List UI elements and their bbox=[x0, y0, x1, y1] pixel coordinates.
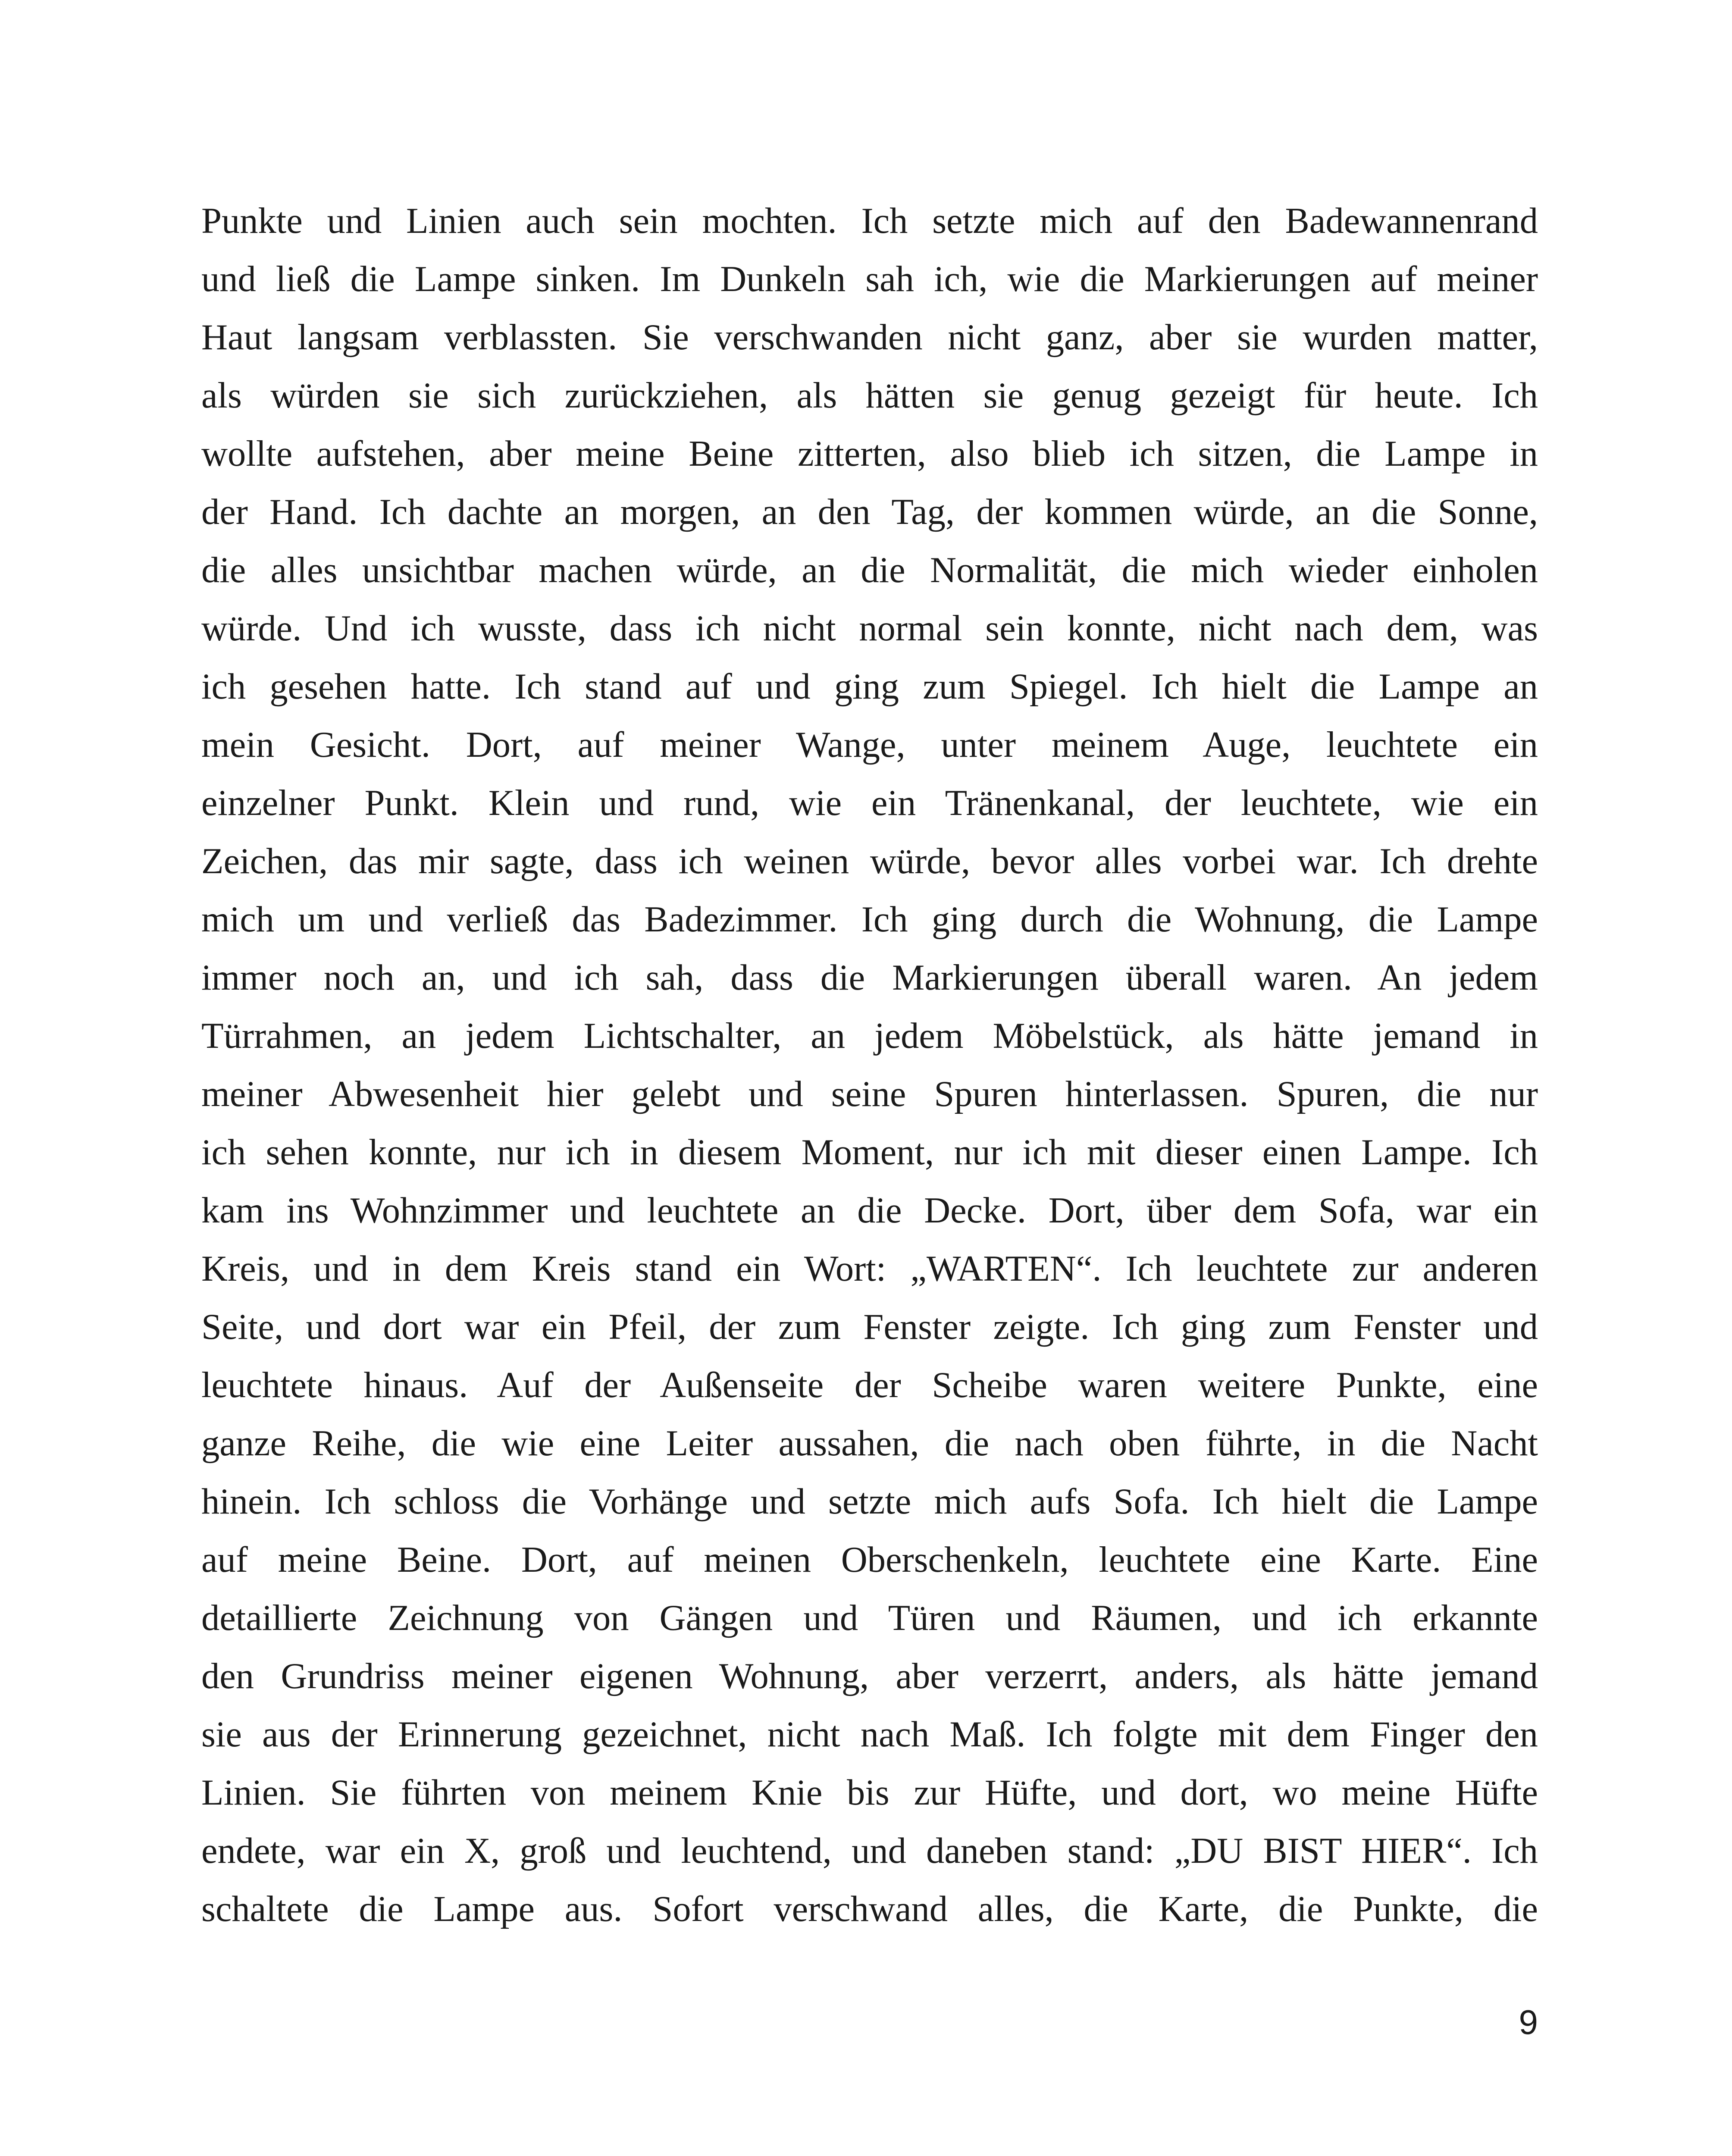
text-line: den Grundriss meiner eigenen Wohnung, aber verzerrt, anders, als hätte jemand bbox=[201, 1656, 1538, 1696]
text-line: Türrahmen, an jedem Lichtschalter, an jedem Möbelstück, als hätte jemand in bbox=[201, 1016, 1538, 1056]
text-line: ich sehen konnte, nur ich in diesem Moment, nur ich mit dieser einen Lampe. Ich bbox=[201, 1132, 1538, 1172]
text-line: meiner Abwesenheit hier gelebt und seine Spuren hinterlassen. Spuren, die nur bbox=[201, 1074, 1538, 1114]
text-line: als würden sie sich zurückziehen, als hätten sie genug gezeigt für heute. Ich bbox=[201, 376, 1538, 416]
text-line: einzelner Punkt. Klein und rund, wie ein Tränenkanal, der leuchtete, wie ein bbox=[201, 783, 1538, 823]
text-line: wollte aufstehen, aber meine Beine zitterten, also blieb ich sitzen, die Lampe in bbox=[201, 434, 1538, 474]
text-line: Punkte und Linien auch sein mochten. Ich setzte mich auf den Badewannenrand bbox=[201, 201, 1538, 241]
text-line: ich gesehen hatte. Ich stand auf und ging zum Spiegel. Ich hielt die Lampe an bbox=[201, 667, 1538, 707]
text-line: die alles unsichtbar machen würde, an die Normalität, die mich wieder einholen bbox=[201, 550, 1538, 590]
text-line: kam ins Wohnzimmer und leuchtete an die Decke. Dort, über dem Sofa, war ein bbox=[201, 1191, 1538, 1231]
text-line: immer noch an, und ich sah, dass die Markierungen überall waren. An jedem bbox=[201, 958, 1538, 998]
text-line: ganze Reihe, die wie eine Leiter aussahen, die nach oben führte, in die Nacht bbox=[201, 1423, 1538, 1463]
text-line: Haut langsam verblassten. Sie verschwanden nicht ganz, aber sie wurden matter, bbox=[201, 317, 1538, 357]
text-line: sie aus der Erinnerung gezeichnet, nicht nach Maß. Ich folgte mit dem Finger den bbox=[201, 1714, 1538, 1755]
text-line: würde. Und ich wusste, dass ich nicht normal sein konnte, nicht nach dem, was bbox=[201, 608, 1538, 649]
text-line: Linien. Sie führten von meinem Knie bis zur Hüfte, und dort, wo meine Hüfte bbox=[201, 1773, 1538, 1813]
text-line: leuchtete hinaus. Auf der Außenseite der Scheibe waren weitere Punkte, eine bbox=[201, 1365, 1538, 1405]
text-line: Seite, und dort war ein Pfeil, der zum Fenster zeigte. Ich ging zum Fenster und bbox=[201, 1307, 1538, 1347]
text-line: hinein. Ich schloss die Vorhänge und setzte mich aufs Sofa. Ich hielt die Lampe bbox=[201, 1482, 1538, 1522]
text-line: schaltete die Lampe aus. Sofort verschwand alles, die Karte, die Punkte, die bbox=[201, 1889, 1538, 1929]
text-line: Zeichen, das mir sagte, dass ich weinen würde, bevor alles vorbei war. Ich drehte bbox=[201, 841, 1538, 881]
body-text bbox=[201, 192, 1538, 1938]
text-line: der Hand. Ich dachte an morgen, an den Tag, der kommen würde, an die Sonne, bbox=[201, 492, 1538, 532]
text-line: endete, war ein X, groß und leuchtend, und daneben stand: „DU BIST HIER“. Ich bbox=[201, 1831, 1538, 1871]
text-line: auf meine Beine. Dort, auf meinen Oberschenkeln, leuchtete eine Karte. Eine bbox=[201, 1540, 1538, 1580]
page-number: 9 bbox=[1519, 2003, 1538, 2041]
text-line: Kreis, und in dem Kreis stand ein Wort: „WARTEN“. Ich leuchtete zur anderen bbox=[201, 1249, 1538, 1289]
text-line: mein Gesicht. Dort, auf meiner Wange, unter meinem Auge, leuchtete ein bbox=[201, 725, 1538, 765]
text-line: detaillierte Zeichnung von Gängen und Türen und Räumen, und ich erkannte bbox=[201, 1598, 1538, 1638]
text-line: mich um und verließ das Badezimmer. Ich ging durch die Wohnung, die Lampe bbox=[201, 899, 1538, 940]
text-line: und ließ die Lampe sinken. Im Dunkeln sah ich, wie die Markierungen auf meiner bbox=[201, 259, 1538, 299]
